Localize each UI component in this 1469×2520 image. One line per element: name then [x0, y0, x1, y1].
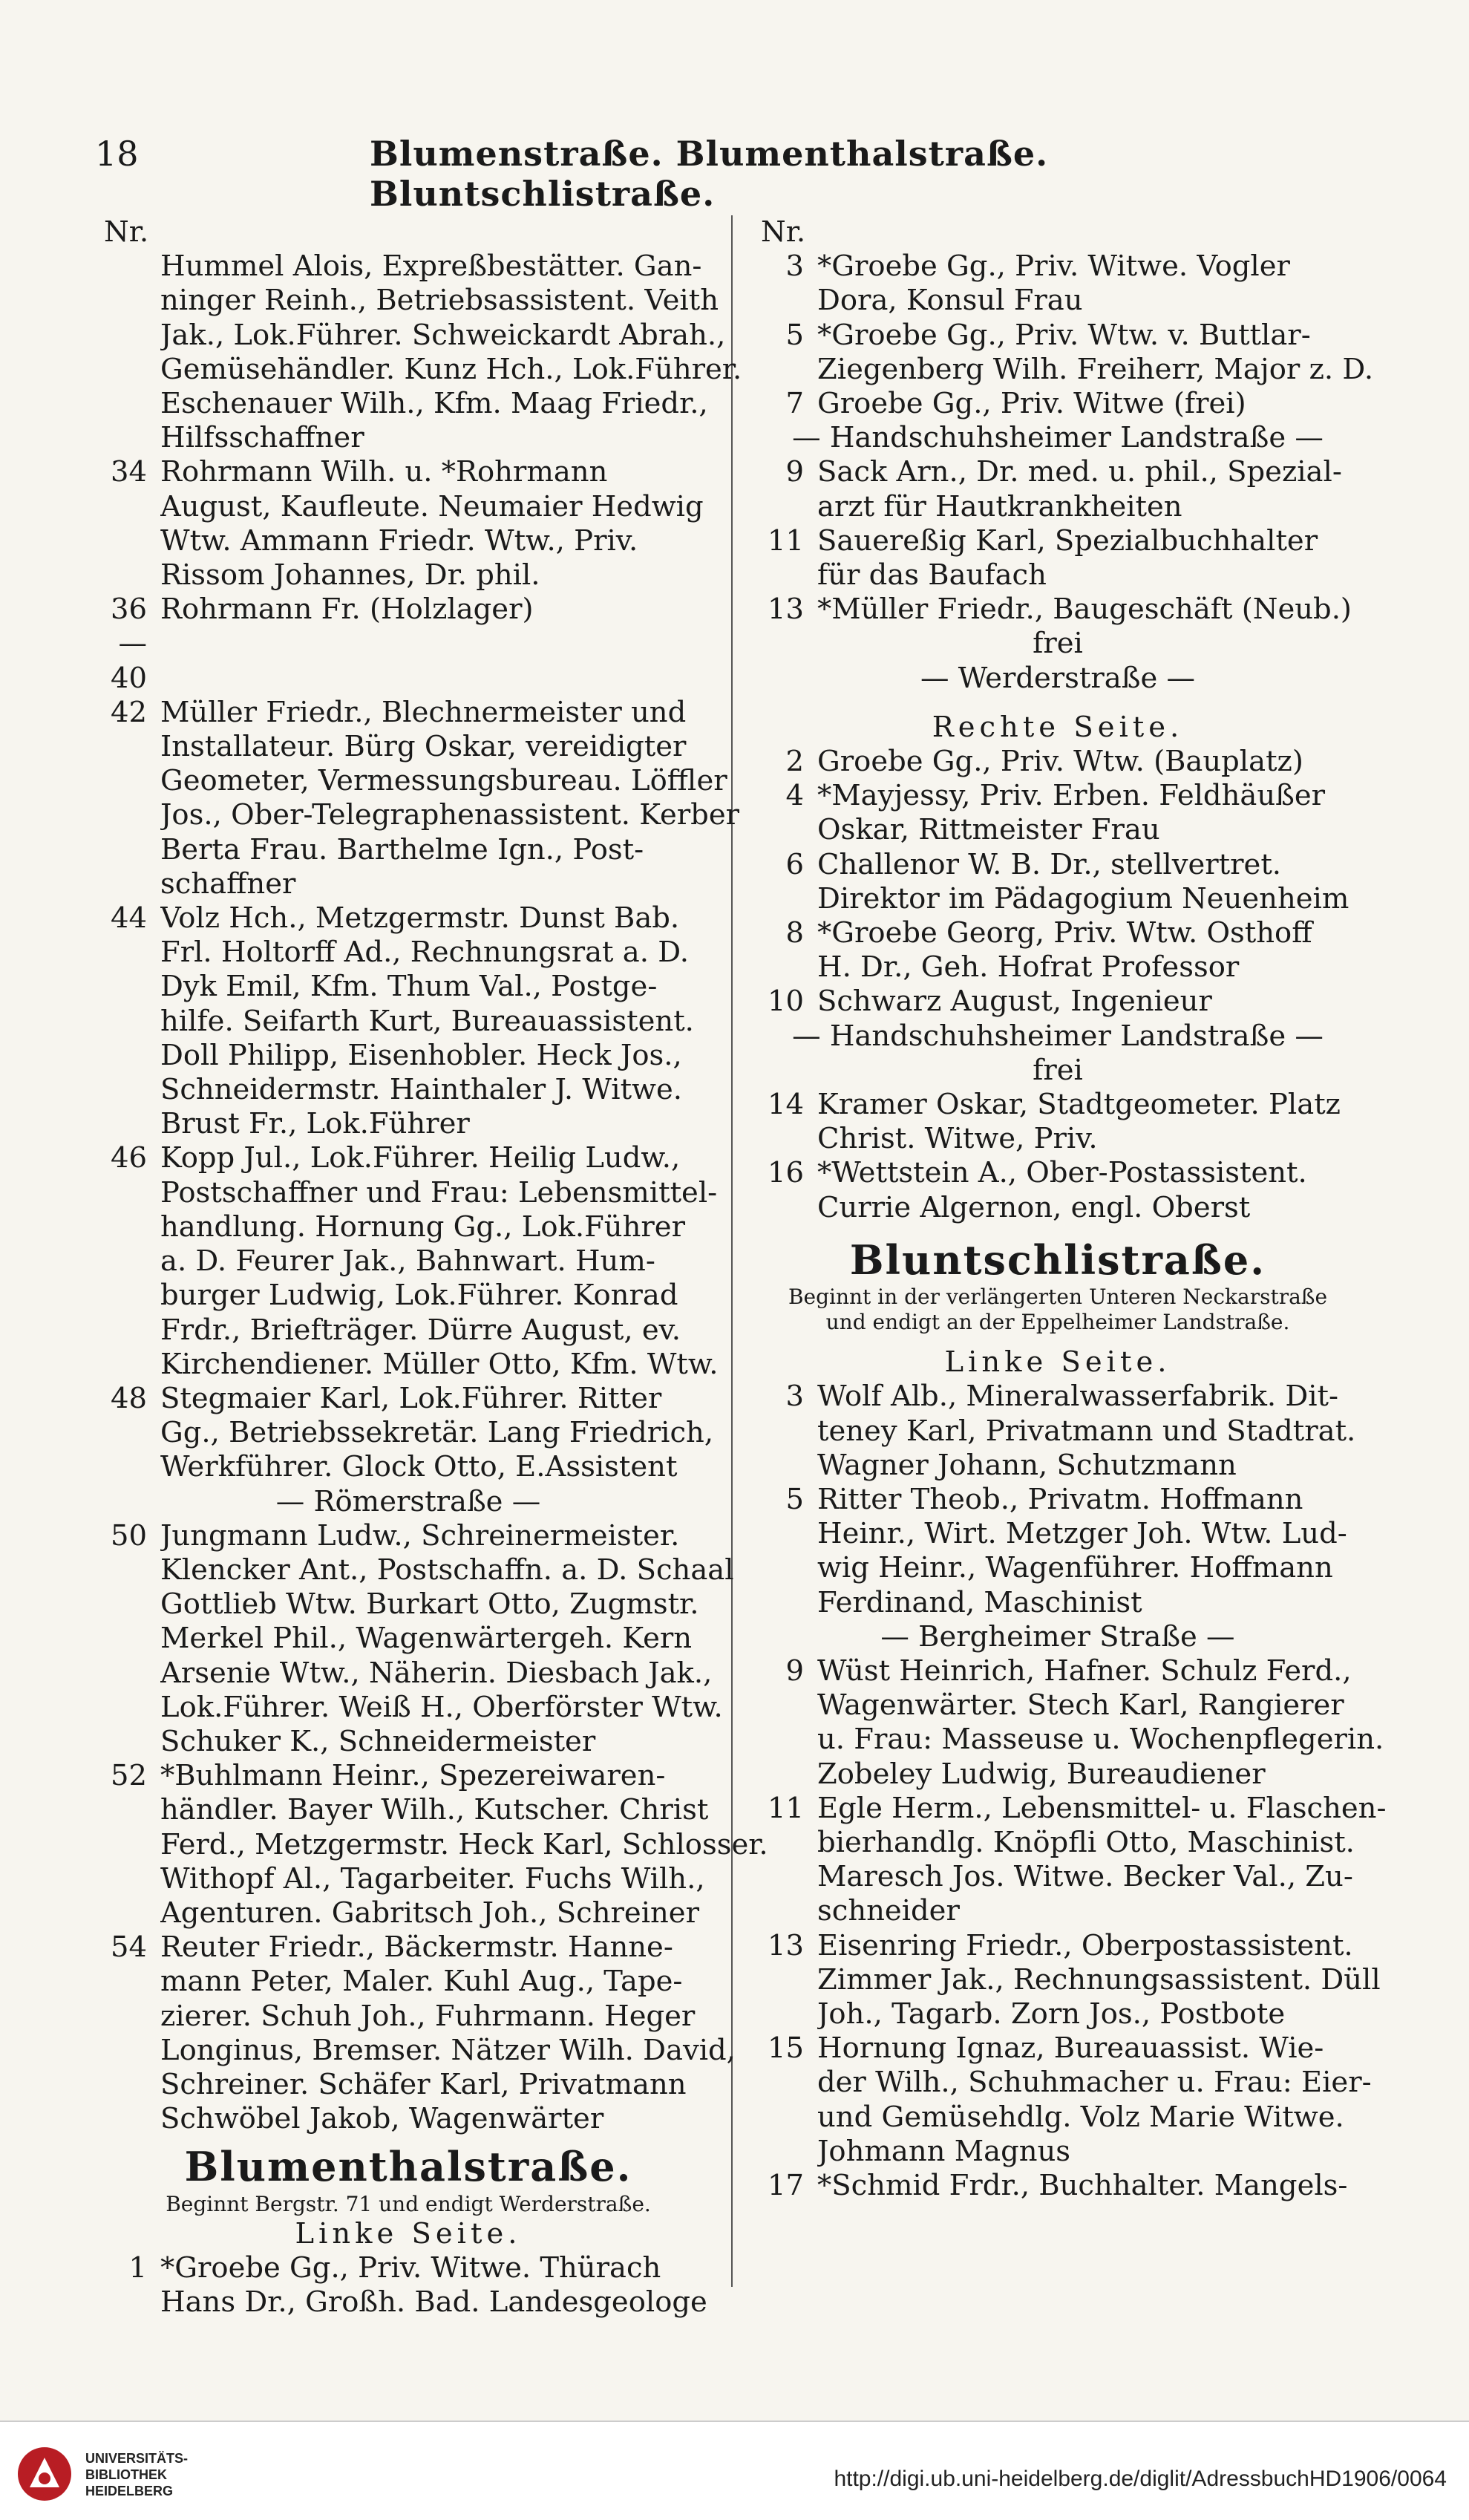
text-line: Zobeley Ludwig, Bureaudiener: [817, 1757, 1266, 1791]
text-line: handlung. Hornung Gg., Lok.Führer: [160, 1210, 685, 1244]
house-number: 17: [768, 2168, 804, 2202]
entry-text: [817, 1156, 1370, 1224]
text-line: Doll Philipp, Eisenhobler. Heck Jos.,: [160, 1038, 682, 1072]
text-line: Agenturen. Gabritsch Joh., Schreiner: [160, 1896, 699, 1930]
house-number: 48: [111, 1381, 147, 1415]
house-number: 5: [785, 318, 804, 352]
text-line: burger Ludwig, Lok.Führer. Konrad: [160, 1279, 678, 1313]
text-line: Rissom Johannes, Dr. phil.: [160, 558, 540, 593]
entry-text: [160, 1759, 768, 1930]
entries-group: [746, 1088, 1370, 1225]
text-line: hilfe. Seifarth Kurt, Bureauassistent.: [160, 1004, 694, 1038]
text-line: händler. Bayer Wilh., Kutscher. Christ: [160, 1793, 709, 1827]
entries-group: [746, 249, 1374, 421]
house-number: 3: [785, 249, 804, 284]
house-number: 52: [111, 1759, 147, 1793]
text-line: Wüst Heinrich, Hafner. Schulz Ferd.,: [817, 1654, 1352, 1688]
text-line: wig Heinr., Wagenführer. Hoffmann: [817, 1551, 1333, 1585]
text-line: Lok.Führer. Weiß H., Oberförster Wtw.: [160, 1690, 723, 1724]
text-line: Rohrmann Wilh. u. *Rohrmann: [160, 455, 608, 489]
entry-text: [817, 593, 1370, 627]
address-entry: [746, 318, 1374, 387]
house-number: 15: [768, 2031, 804, 2066]
footer-bar: [0, 2421, 1469, 2520]
text-line: Merkel Phil., Wagenwärtergeh. Kern: [160, 1622, 693, 1656]
text-line: Schwöbel Jakob, Wagenwärter: [160, 2102, 604, 2136]
address-entry: [746, 1928, 1381, 2032]
text-line: arzt für Hautkrankheiten: [817, 489, 1182, 523]
entries-group: [746, 1380, 1370, 1619]
entry-text: [160, 455, 727, 593]
library-name-line: HEIDELBERG: [85, 2484, 174, 2498]
text-line: *Wettstein A., Ober-Postassistent.: [817, 1156, 1307, 1190]
entry-text: [817, 319, 1373, 387]
text-line: Dyk Emil, Kfm. Thum Val., Postge-: [160, 970, 658, 1004]
entry-text: [817, 1929, 1381, 2032]
address-entry: [89, 1518, 734, 1759]
address-entry: [746, 1654, 1384, 1792]
side-heading: Rechte Seite.: [932, 710, 1184, 744]
nr-label: Nr.: [104, 215, 149, 249]
address-entry: [746, 455, 1370, 523]
text-line: Reuter Friedr., Bäckermstr. Hanne-: [160, 1930, 673, 1965]
entry-text: [817, 1088, 1370, 1156]
cross-street: — Römerstraße —: [275, 1484, 541, 1518]
house-number: 42: [111, 695, 147, 729]
house-number: 16: [768, 1156, 804, 1190]
text-line: Ferdinand, Maschinist: [817, 1585, 1142, 1619]
entry-text: [817, 2169, 1370, 2203]
text-line: Groebe Gg., Priv. Witwe (frei): [817, 387, 1246, 421]
address-entry: [89, 2251, 727, 2320]
text-line: *Schmid Frdr., Buchhalter. Mangels-: [817, 2168, 1348, 2202]
text-line: Johmann Magnus: [817, 2134, 1071, 2168]
entries-group: [746, 455, 1370, 627]
text-line: Jak., Lok.Führer. Schweickardt Abrah.,: [160, 318, 726, 352]
entry-text: [817, 249, 1370, 318]
status-free: frei: [1033, 1053, 1083, 1087]
address-entry: [746, 524, 1370, 593]
text-line: Hans Dr., Großh. Bad. Landesgeologe: [160, 2285, 707, 2319]
text-line: bierhandlg. Knöpfli Otto, Maschinist.: [817, 1825, 1355, 1859]
entry-text: [160, 249, 742, 455]
text-line: H. Dr., Geh. Hofrat Professor: [817, 950, 1240, 985]
text-line: Withopf Al., Tagarbeiter. Fuchs Wilh.,: [160, 1861, 705, 1896]
house-number: 4: [785, 779, 804, 813]
text-line: a. D. Feurer Jak., Bahnwart. Hum-: [160, 1244, 655, 1279]
street-description: Beginnt Bergstr. 71 und endigt Werderstraße.: [166, 2191, 651, 2216]
text-line: Rohrmann Fr. (Holzlager): [160, 593, 534, 627]
side-heading: Linke Seite.: [295, 2216, 522, 2250]
house-number: 13: [768, 1928, 804, 1962]
address-entry: [746, 2169, 1370, 2203]
text-line: und Gemüsehdlg. Volz Marie Witwe.: [817, 2100, 1344, 2134]
address-entry: [89, 1930, 736, 2136]
house-number: 34: [111, 455, 147, 489]
text-line: Ziegenberg Wilh. Freiherr, Major z. D.: [817, 352, 1374, 386]
text-line: Eschenauer Wilh., Kfm. Maag Friedr.,: [160, 387, 708, 421]
text-line: Schneidermstr. Hainthaler J. Witwe.: [160, 1073, 683, 1107]
text-line: Wagenwärter. Stech Karl, Rangierer: [817, 1688, 1344, 1723]
entry-number: [89, 249, 160, 455]
street-title: Blumenthalstraße.: [184, 2143, 632, 2191]
text-line: Sack Arn., Dr. med. u. phil., Spezial-: [817, 455, 1342, 489]
entries-group: [746, 745, 1370, 1019]
text-line: Gg., Betriebssekretär. Lang Friedrich,: [160, 1416, 714, 1450]
address-entry: [89, 455, 727, 593]
text-line: Currie Algernon, engl. Oberst: [817, 1190, 1251, 1224]
address-entry: [89, 1759, 768, 1930]
text-line: teney Karl, Privatmann und Stadtrat.: [817, 1414, 1356, 1448]
address-entry: [746, 916, 1370, 985]
entry-text: [817, 848, 1370, 916]
text-line: Hilfsschaffner: [160, 421, 364, 455]
text-line: Maresch Jos. Witwe. Becker Val., Zu-: [817, 1860, 1353, 1894]
address-entry: [746, 1483, 1370, 1620]
page-number: 18: [95, 134, 139, 174]
house-number: 10: [768, 985, 804, 1019]
entries-group: [89, 1518, 768, 2137]
text-line: Frdr., Briefträger. Dürre August, ev.: [160, 1313, 681, 1347]
text-line: ninger Reinh., Betriebsassistent. Veith: [160, 284, 719, 318]
cross-street: — Werderstraße —: [920, 661, 1196, 695]
house-number: 46: [111, 1141, 147, 1175]
text-line: Groebe Gg., Priv. Wtw. (Bauplatz): [817, 745, 1303, 779]
text-line: *Groebe Gg., Priv. Wtw. v. Buttlar-: [817, 318, 1311, 352]
entry-text: [817, 1483, 1370, 1620]
entry-text: [817, 2031, 1372, 2169]
entry-text: [160, 1382, 727, 1485]
address-entry: [746, 745, 1370, 779]
text-line: Klencker Ant., Postschaffn. a. D. Schaal: [160, 1553, 734, 1587]
text-line: Dora, Konsul Frau: [817, 284, 1083, 318]
entry-text: [817, 779, 1370, 847]
house-number: 9: [785, 1654, 804, 1688]
entry-text: [817, 455, 1370, 523]
address-entry: [746, 387, 1370, 421]
entry-text: [160, 1519, 734, 1759]
text-line: Brust Fr., Lok.Führer: [160, 1107, 470, 1141]
entry-text: [160, 1930, 736, 2136]
entry-text: [817, 985, 1370, 1019]
entry-text: [160, 901, 727, 1141]
text-line: Eisenring Friedr., Oberpostassistent.: [817, 1928, 1353, 1962]
address-entry: [746, 848, 1370, 916]
text-line: *Groebe Gg., Priv. Witwe. Vogler: [817, 249, 1290, 284]
text-line: Müller Friedr., Blechnermeister und: [160, 695, 687, 729]
text-line: Wtw. Ammann Friedr. Wtw., Priv.: [160, 523, 638, 558]
cross-street: — Bergheimer Straße —: [880, 1619, 1235, 1654]
text-line: Jungmann Ludw., Schreinermeister.: [160, 1518, 680, 1553]
text-line: *Buhlmann Heinr., Spezereiwaren-: [160, 1759, 666, 1793]
text-line: Direktor im Pädagogium Neuenheim: [817, 881, 1349, 915]
text-line: Ferd., Metzgermstr. Heck Karl, Schlosser.: [160, 1827, 768, 1861]
house-number: 54: [111, 1930, 147, 1965]
nr-label: Nr.: [761, 215, 806, 249]
text-line: schneider: [817, 1894, 960, 1928]
address-entry: [746, 985, 1370, 1019]
house-number: 7: [785, 387, 804, 421]
text-line: *Mayjessy, Priv. Erben. Feldhäußer: [817, 779, 1326, 813]
text-line: Wagner Johann, Schutzmann: [817, 1448, 1237, 1482]
house-number: 11: [768, 1791, 804, 1825]
text-line: Kopp Jul., Lok.Führer. Heilig Ludw.,: [160, 1141, 681, 1175]
text-line: Hornung Ignaz, Bureauassist. Wie-: [817, 2031, 1324, 2066]
entry-text: [817, 745, 1370, 779]
text-line: Postschaffner und Frau: Lebensmittel-: [160, 1175, 718, 1210]
text-line: Geometer, Vermessungsbureau. Löffler: [160, 764, 727, 798]
address-entry: [746, 249, 1370, 318]
address-entry: [746, 593, 1370, 627]
house-number: 8: [785, 916, 804, 950]
house-number: 14: [768, 1088, 804, 1122]
text-line: Gemüsehändler. Kunz Hch., Lok.Führer.: [160, 352, 742, 386]
source-url-link[interactable]: http://digi.ub.uni-heidelberg.de/diglit/AdressbuchHD1906/0064: [834, 2467, 1447, 2491]
address-entry: [746, 1156, 1370, 1224]
text-line: Challenor W. B. Dr., stellvertret.: [817, 847, 1282, 881]
entry-text: [817, 916, 1370, 985]
entry-continued: [89, 249, 742, 455]
text-line: Werkführer. Glock Otto, E.Assistent: [160, 1450, 678, 1484]
text-line: Schreiner. Schäfer Karl, Privatmann: [160, 2067, 687, 2101]
text-line: der Wilh., Schuhmacher u. Frau: Eier-: [817, 2066, 1372, 2100]
text-line: Kirchendiener. Müller Otto, Kfm. Wtw.: [160, 1347, 719, 1381]
running-head: Blumenstraße. Blumenthalstraße. Bluntschlistraße.: [370, 134, 1049, 214]
status-free: frei: [1033, 627, 1083, 661]
house-number: 9: [785, 455, 804, 489]
entry-text: [160, 696, 739, 901]
address-entry: [746, 1380, 1370, 1483]
text-line: Oskar, Rittmeister Frau: [817, 813, 1160, 847]
right-column: [746, 215, 1387, 2203]
library-logo-icon: [15, 2444, 74, 2504]
text-line: zierer. Schuh Joh., Fuhrmann. Heger: [160, 1999, 696, 2033]
entry-text: [817, 387, 1370, 421]
text-line: *Groebe Gg., Priv. Witwe. Thürach: [160, 2250, 661, 2285]
cross-street: — Handschuhsheimer Landstraße —: [792, 1019, 1324, 1053]
text-line: Frl. Holtorff Ad., Rechnungsrat a. D.: [160, 936, 689, 970]
address-entry: [89, 901, 727, 1141]
entry-text: [817, 1654, 1384, 1792]
text-line: Wolf Alb., Mineralwasserfabrik. Dit-: [817, 1380, 1339, 1414]
text-line: Kramer Oskar, Stadtgeometer. Platz: [817, 1088, 1341, 1122]
page-header: [95, 111, 1369, 214]
text-line: Ritter Theob., Privatm. Hoffmann: [817, 1482, 1303, 1516]
house-number: 2: [785, 745, 804, 779]
text-line: Gottlieb Wtw. Burkart Otto, Zugmstr.: [160, 1587, 699, 1622]
text-line: Schwarz August, Ingenieur: [817, 985, 1212, 1019]
street-description: und endigt an der Eppelheimer Landstraße.: [825, 1310, 1290, 1335]
cross-street: — Handschuhsheimer Landstraße —: [792, 421, 1324, 455]
text-line: Christ. Witwe, Priv.: [817, 1122, 1098, 1156]
text-line: Egle Herm., Lebensmittel- u. Flaschen-: [817, 1791, 1387, 1825]
text-line: Zimmer Jak., Rechnungsassistent. Düll: [817, 1962, 1381, 1997]
house-number: 5: [785, 1482, 804, 1516]
text-line: Heinr., Wirt. Metzger Joh. Wtw. Lud-: [817, 1517, 1347, 1551]
entries-group: [89, 2251, 727, 2320]
address-entry: [746, 1791, 1387, 1929]
address-entry: [746, 1088, 1370, 1156]
text-line: Berta Frau. Barthelme Ign., Post-: [160, 832, 644, 866]
text-line: mann Peter, Maler. Kuhl Aug., Tape-: [160, 1965, 683, 1999]
house-number: 1: [128, 2250, 147, 2285]
street-description: Beginnt in der verlängerten Unteren Neckarstraße: [788, 1285, 1328, 1310]
house-number: 13: [768, 593, 804, 627]
address-entry: [89, 695, 740, 901]
text-line: Stegmaier Karl, Lok.Führer. Ritter: [160, 1381, 662, 1415]
left-column: [89, 215, 768, 2320]
address-entry: [746, 779, 1370, 847]
text-line: schaffner: [160, 866, 296, 901]
house-number: 36—40: [111, 593, 147, 695]
house-number: 11: [768, 523, 804, 558]
entry-text: [817, 524, 1370, 593]
house-number: 50: [111, 1518, 147, 1553]
text-line: Volz Hch., Metzgermstr. Dunst Bab.: [160, 901, 680, 936]
address-entry: [89, 1141, 727, 1381]
side-heading: Linke Seite.: [944, 1345, 1171, 1380]
text-line: Joh., Tagarb. Zorn Jos., Postbote: [817, 1997, 1286, 2031]
house-number: 6: [785, 847, 804, 881]
text-line: *Müller Friedr., Baugeschäft (Neub.): [817, 593, 1352, 627]
text-line: Jos., Ober-Telegraphenassistent. Kerber: [160, 798, 740, 832]
address-entry: [89, 593, 727, 696]
text-line: Arsenie Wtw., Näherin. Diesbach Jak.,: [160, 1656, 713, 1690]
text-line: August, Kaufleute. Neumaier Hedwig: [160, 489, 704, 523]
entry-text: [817, 1380, 1370, 1483]
text-line: Longinus, Bremser. Nätzer Wilh. David,: [160, 2033, 736, 2067]
text-line: Installateur. Bürg Oskar, vereidigter: [160, 730, 687, 764]
entry-text: [160, 593, 727, 696]
entry-text: [160, 1141, 727, 1381]
text-line: u. Frau: Masseuse u. Wochenpflegerin.: [817, 1723, 1384, 1757]
text-line: Schuker K., Schneidermeister: [160, 1724, 596, 1758]
entry-text: [160, 2251, 727, 2320]
text-line: Sauereßig Karl, Spezialbuchhalter: [817, 523, 1318, 558]
library-name: [85, 2450, 188, 2499]
text-line: *Groebe Georg, Priv. Wtw. Osthoff: [817, 916, 1312, 950]
library-name-line: UNIVERSITÄTS-: [85, 2451, 189, 2466]
entries-group: [746, 1654, 1387, 2203]
entry-text: [817, 1792, 1386, 1929]
text-line: Hummel Alois, Expreßbestätter. Gan-: [160, 249, 702, 284]
street-title: Bluntschlistraße.: [849, 1235, 1266, 1284]
house-number: 3: [785, 1380, 804, 1414]
library-name-line: BIBLIOTHEK: [85, 2467, 167, 2482]
house-number: 44: [111, 901, 147, 936]
address-entry: [89, 1382, 727, 1485]
text-line: für das Baufach: [817, 558, 1047, 593]
address-entry: [746, 2031, 1370, 2169]
entries-group: [89, 455, 740, 1484]
